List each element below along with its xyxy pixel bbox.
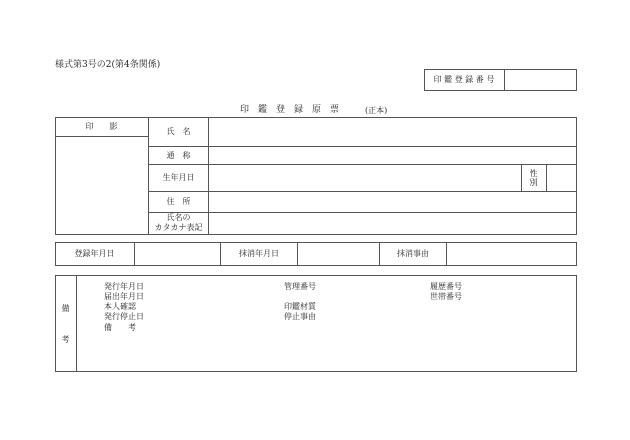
sex-field[interactable]	[547, 165, 576, 191]
remarks-history-number: 履歴番号	[430, 282, 462, 291]
remarks-issue-date: 発行年月日	[104, 282, 144, 291]
form-number: 様式第3号の2(第4条関係)	[55, 60, 161, 70]
address-field[interactable]	[209, 192, 576, 212]
remarks-issue-stop-date: 発行停止日	[104, 312, 144, 321]
form-title: 印 鑑 登 録 原 票	[240, 105, 340, 115]
seal-label: 印 影	[85, 122, 118, 131]
katakana-field[interactable]	[209, 213, 576, 234]
registration-number-label: 印 鑑 登 録 番 号	[433, 75, 495, 84]
remarks-identity-check: 本人確認	[104, 302, 136, 311]
sex-label-line-2: 別	[529, 178, 538, 187]
katakana-label-line-2: カタカナ表記	[154, 223, 203, 232]
birthdate-label: 生年月日	[162, 173, 195, 182]
remarks-divider	[76, 275, 77, 372]
alias-field[interactable]	[209, 147, 576, 164]
remarks-notes: 備 考	[104, 323, 136, 332]
form-title-note: (正本)	[365, 106, 388, 115]
name-label: 氏 名	[166, 127, 191, 136]
remarks-side-label-1: 備	[61, 304, 70, 313]
remarks-seal-material: 印鑑材質	[284, 302, 316, 311]
katakana-label-line-1: 氏名の	[166, 213, 191, 222]
cancel-reason-label: 抹消事由	[397, 249, 429, 258]
birthdate-field[interactable]	[209, 165, 521, 191]
name-field[interactable]	[209, 118, 576, 146]
remarks-side-label-2: 考	[61, 335, 70, 344]
registered-date-label: 登録年月日	[74, 249, 115, 258]
sex-label-line-1: 性	[529, 169, 538, 178]
remarks-stop-reason: 停止事由	[284, 312, 316, 321]
remarks-notify-date: 届出年月日	[104, 292, 144, 301]
remarks-household-number: 世帯番号	[430, 292, 462, 301]
alias-label: 通 称	[166, 151, 191, 160]
remarks-management-number: 管理番号	[284, 282, 316, 291]
address-label: 住 所	[166, 197, 191, 206]
registered-date-field[interactable]	[135, 243, 220, 265]
registration-number-field[interactable]	[505, 70, 576, 90]
cancel-date-field[interactable]	[298, 243, 379, 265]
seal-area[interactable]	[56, 137, 148, 234]
cancel-reason-field[interactable]	[447, 243, 576, 265]
cancel-date-label: 抹消年月日	[239, 249, 279, 258]
